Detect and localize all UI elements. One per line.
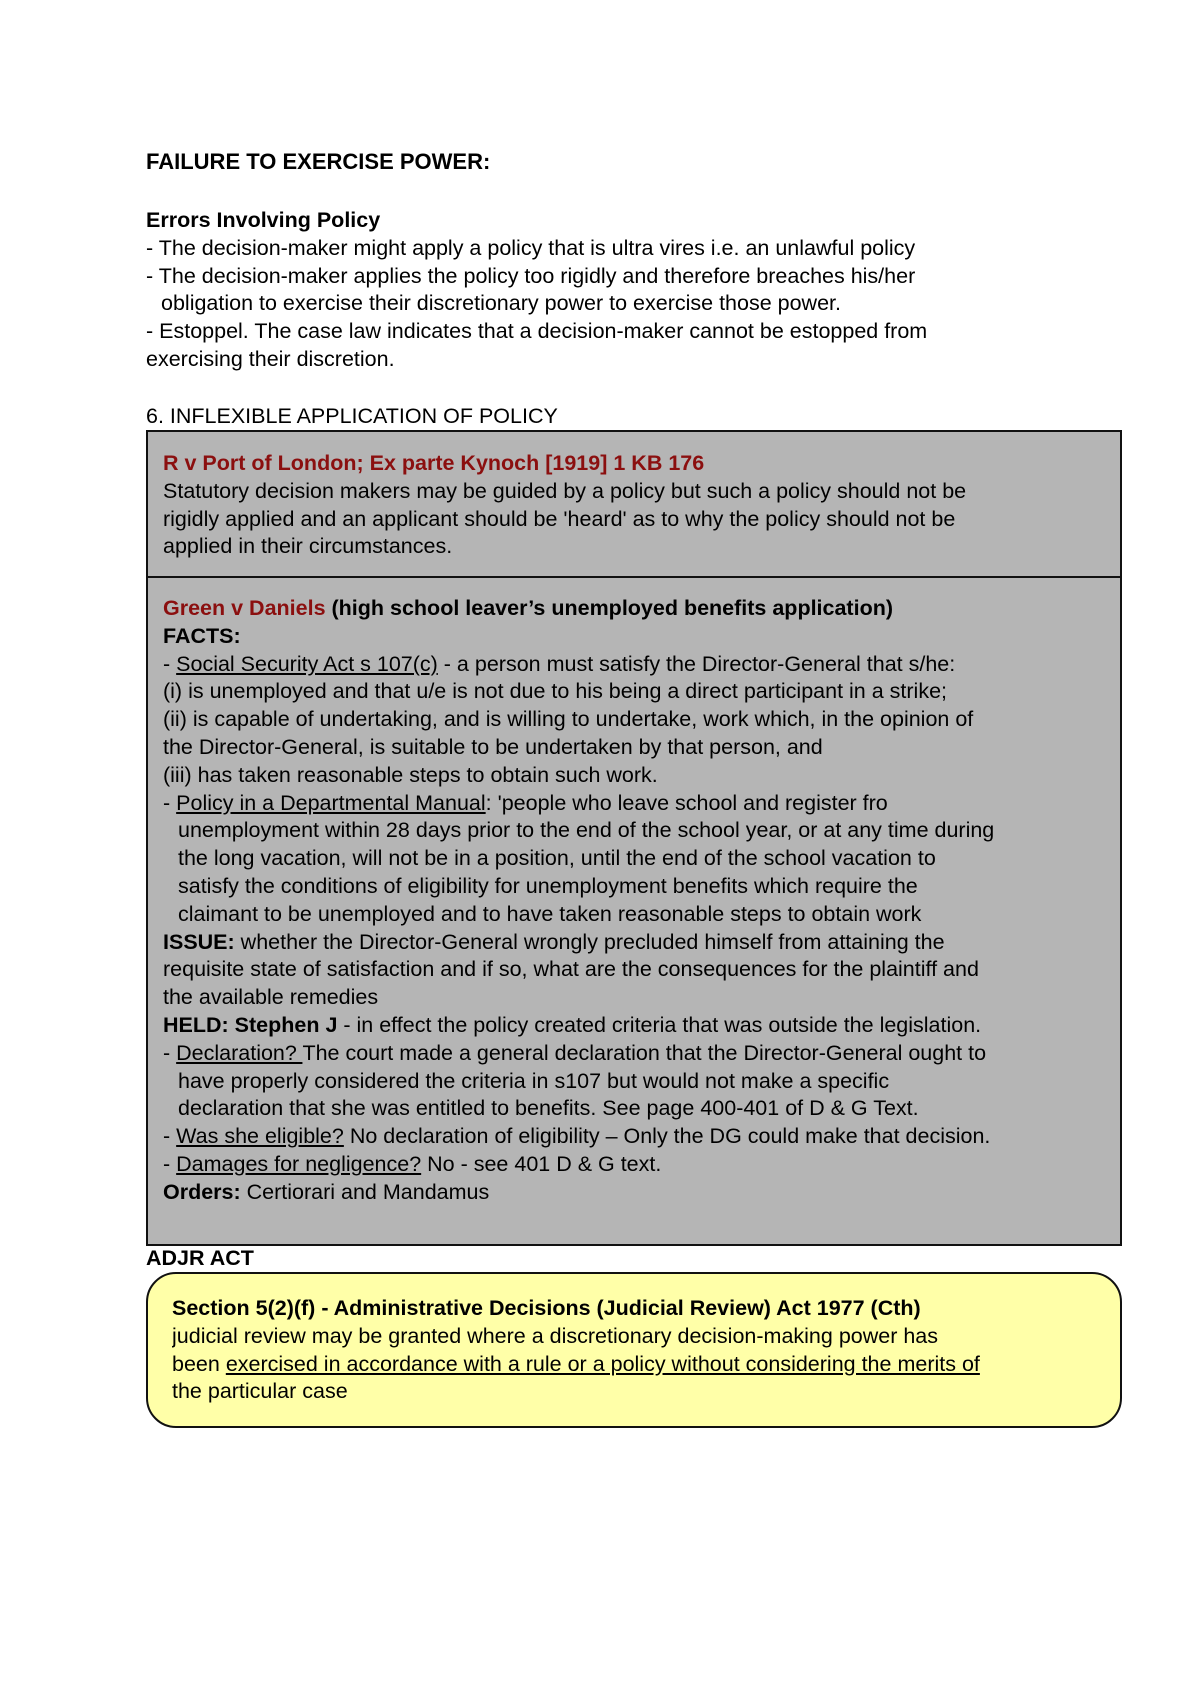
declaration-text: The court made a general declaration that the Director-General ought to	[302, 1040, 987, 1065]
act-reference: Social Security Act s 107(c)	[176, 651, 438, 676]
adjr-text: been	[172, 1351, 226, 1376]
condition: the Director-General, is suitable to be undertaken by that person, and	[163, 734, 823, 759]
case-name: R v Port of London; Ex parte Kynoch [1919] 1 KB 176	[163, 451, 705, 475]
adjr-text: judicial review may be granted where a discretionary decision-making power has	[172, 1323, 939, 1348]
policy-reference: Policy in a Departmental Manual	[176, 790, 486, 815]
dash: -	[163, 790, 177, 815]
condition: (iii) has taken reasonable steps to obtain such work.	[163, 762, 658, 787]
damages-text: No - see 401 D & G text.	[421, 1151, 662, 1176]
eligibility-reference: Was she eligible?	[176, 1124, 344, 1149]
intro-line: - The decision-maker applies the policy too rigidly and therefore breaches his/her	[146, 263, 916, 288]
facts-line	[163, 651, 1120, 679]
issue-line	[163, 929, 1120, 957]
adjr-section-title: Section 5(2)(f) - Administrative Decisions (Judicial Review) Act 1977 (Cth)	[172, 1296, 921, 1320]
held-text: - in effect the policy created criteria that was outside the legislation.	[337, 1012, 982, 1037]
policy-line	[163, 790, 1120, 818]
intro-heading: Errors Involving Policy	[146, 208, 381, 232]
adjr-heading: ADJR ACT	[146, 1246, 254, 1270]
condition: (ii) is capable of undertaking, and is willing to undertake, work which, in the opinion of	[163, 707, 974, 732]
case-heading	[163, 595, 1120, 623]
policy-text: the long vacation, will not be in a position, until the end of the school vacation to	[178, 846, 936, 871]
damages-reference: Damages for negligence?	[176, 1151, 422, 1176]
intro-line: obligation to exercise their discretionary power to exercise those power.	[161, 291, 841, 316]
issue-text: whether the Director-General wrongly precluded himself from attaining the	[234, 929, 945, 954]
dash: -	[163, 1151, 177, 1176]
held-label: HELD: Stephen J	[163, 1012, 338, 1037]
orders-label: Orders:	[163, 1179, 241, 1204]
orders-text: Certiorari and Mandamus	[240, 1179, 490, 1204]
adjr-text-line	[172, 1351, 1100, 1379]
issue-label: ISSUE:	[163, 929, 235, 954]
dash: -	[163, 1124, 177, 1149]
declaration-text: declaration that she was entitled to benefits. See page 400-401 of D & G Text.	[178, 1096, 919, 1121]
policy-text: unemployment within 28 days prior to the end of the school year, or at any time during	[178, 818, 995, 843]
intro-line: - The decision-maker might apply a policy that is ultra vires i.e. an unlawful policy	[146, 235, 916, 260]
adjr-text: the particular case	[172, 1379, 348, 1404]
act-text: - a person must satisfy the Director-General that s/he:	[437, 651, 956, 676]
orders-line	[163, 1179, 1120, 1207]
declaration-reference: Declaration?	[176, 1040, 303, 1065]
dash: -	[163, 651, 177, 676]
eligibility-text: No declaration of eligibility – Only the DG could make that decision.	[343, 1124, 991, 1149]
case-text: applied in their circumstances.	[163, 534, 453, 559]
issue-text: the available remedies	[163, 985, 379, 1010]
condition: (i) is unemployed and that u/e is not due to his being a direct participant in a strike;	[163, 679, 947, 704]
declaration-line	[163, 1040, 1120, 1068]
case-subtitle: (high school leaver’s unemployed benefits application)	[325, 596, 893, 620]
adjr-underlined-text: exercised in accordance with a rule or a policy without considering the merits of	[225, 1351, 980, 1376]
case-box-kynoch	[146, 430, 1122, 578]
intro-line: - Estoppel. The case law indicates that a decision-maker cannot be estopped from	[146, 319, 928, 344]
adjr-callout-box	[146, 1272, 1122, 1428]
issue-text: requisite state of satisfaction and if so, what are the consequences for the plaintiff and	[163, 957, 979, 982]
dash: -	[163, 1040, 177, 1065]
intro-line: exercising their discretion.	[146, 346, 395, 371]
page-title: FAILURE TO EXERCISE POWER:	[146, 149, 491, 174]
intro-section	[146, 207, 1086, 374]
eligibility-line	[163, 1123, 1120, 1151]
case-box-green-v-daniels	[146, 576, 1122, 1246]
section-heading: 6. INFLEXIBLE APPLICATION OF POLICY	[146, 404, 558, 428]
case-text: Statutory decision makers may be guided by a policy but such a policy should not be	[163, 478, 967, 503]
held-line	[163, 1012, 1120, 1040]
damages-line	[163, 1151, 1120, 1179]
policy-text: claimant to be unemployed and to have taken reasonable steps to obtain work	[178, 901, 922, 926]
policy-text: : 'people who leave school and register fro	[485, 790, 888, 815]
case-text: rigidly applied and an applicant should be 'heard' as to why the policy should not be	[163, 506, 956, 531]
declaration-text: have properly considered the criteria in s107 but would not make a specific	[178, 1068, 890, 1093]
case-name: Green v Daniels	[163, 596, 326, 620]
policy-text: satisfy the conditions of eligibility for unemployment benefits which require the	[178, 873, 918, 898]
facts-label: FACTS:	[163, 623, 241, 648]
